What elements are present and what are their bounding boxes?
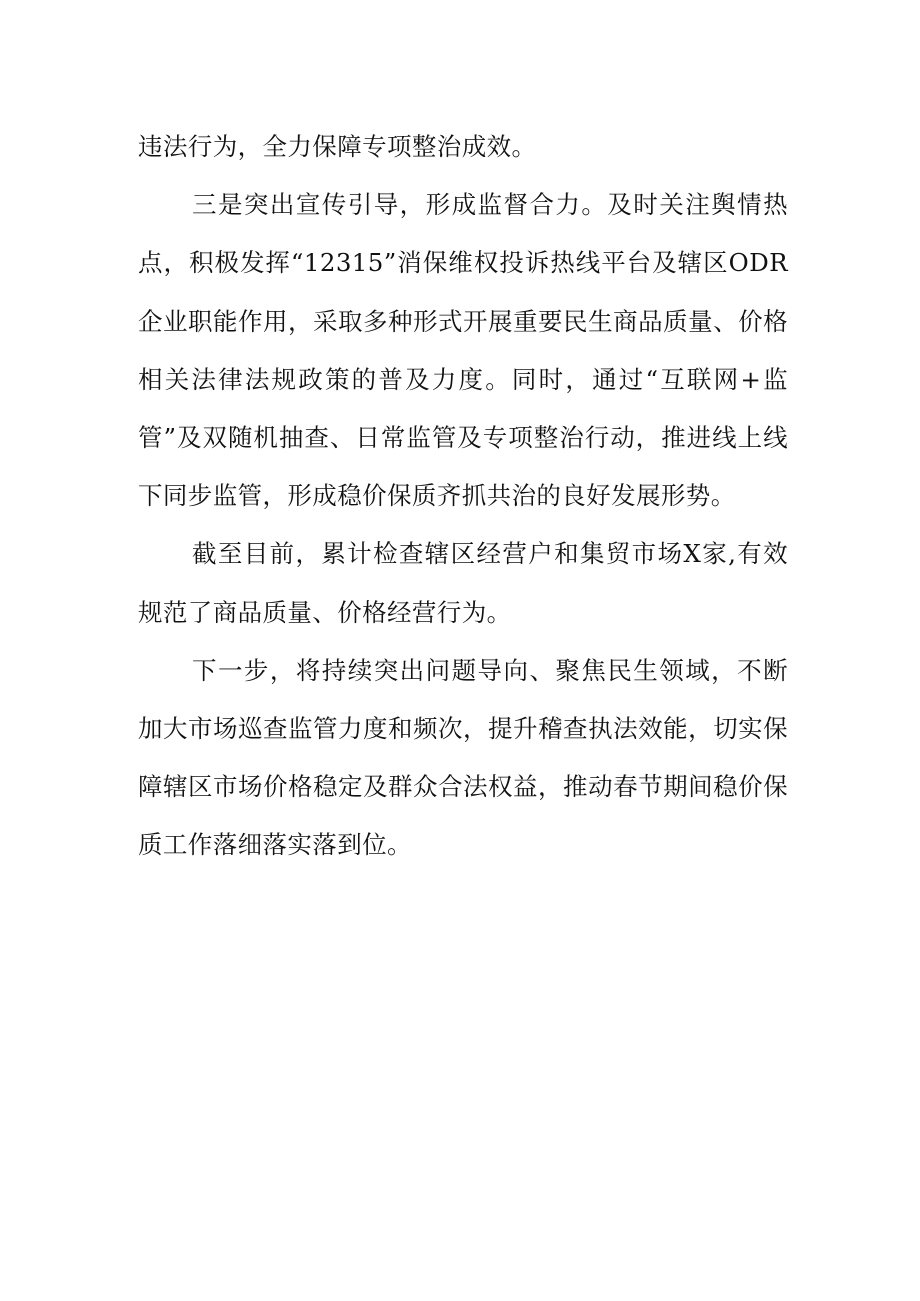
paragraph-continuation: 违法行为，全力保障专项整治成效。 — [138, 132, 537, 161]
paragraph-publicity-guidance: 三是突出宣传引导，形成监督合力。及时关注舆情热点，积极发挥“12315”消保维权投诉热线平台及辖区ODR企业职能作用，采取多种形式开展重要民生商品质量、价格相关法律法规政策的普及力度。同时，通过“互联网+监管”及双随机抽查、日常监管及专项整治行动，推进线上线下同步监管，形成稳价保质齐抓共治的良好发展形势。 — [138, 190, 788, 511]
document-body — [138, 118, 788, 875]
paragraph-inspection-results: 截至目前，累计检查辖区经营户和集贸市场X家,有效规范了商品质量、价格经营行为。 — [138, 539, 788, 627]
paragraph-next-steps: 下一步，将持续突出问题导向、聚焦民生领域，不断加大市场巡查监管力度和频次，提升稽查执法效能，切实保障辖区市场价格稳定及群众合法权益，推动春节期间稳价保质工作落细落实落到位。 — [138, 655, 788, 860]
